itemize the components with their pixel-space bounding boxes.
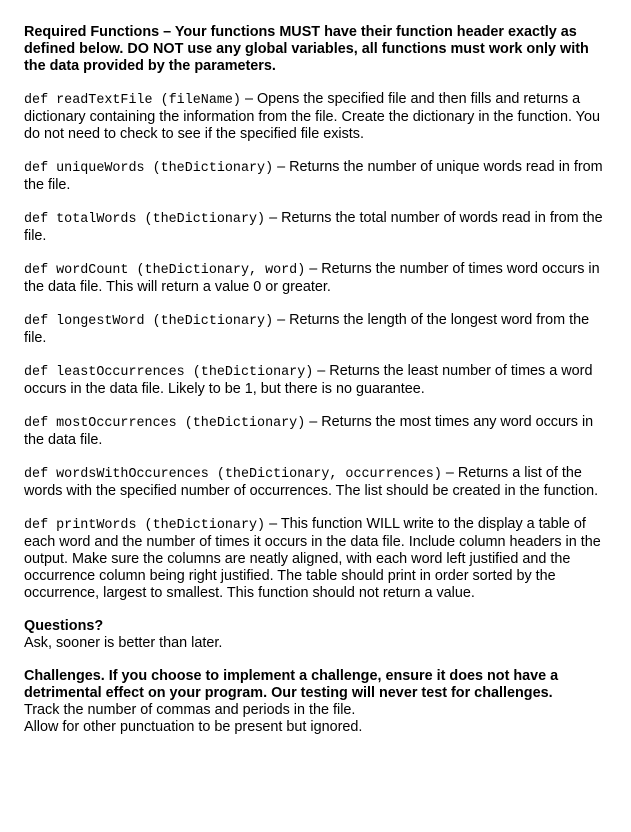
function-most-occurrences bbox=[24, 414, 604, 449]
function-signature: def wordCount (theDictionary, word) bbox=[24, 263, 306, 278]
function-total-words bbox=[24, 210, 604, 245]
function-description: – Returns the most times any word occurs in the data file. bbox=[24, 414, 594, 448]
function-print-words bbox=[24, 516, 604, 602]
function-description: – Returns a list of the words with the specified number of occurrences. The list should be created in the function. bbox=[24, 465, 599, 499]
function-signature: def totalWords (theDictionary) bbox=[24, 212, 266, 227]
document-page bbox=[24, 24, 604, 736]
function-unique-words bbox=[24, 159, 604, 194]
function-words-with-occurrences bbox=[24, 465, 604, 500]
challenges-section bbox=[24, 668, 604, 736]
challenges-heading: Challenges. If you choose to implement a challenge, ensure it does not have a detrimental effect on your program. Our testing will never test for challenges. bbox=[24, 668, 559, 701]
function-signature: def readTextFile (fileName) bbox=[24, 93, 241, 108]
questions-text: Ask, sooner is better than later. bbox=[24, 635, 223, 651]
function-description: – Returns the number of times word occurs in the data file. This will return a value 0 or greater. bbox=[24, 261, 600, 295]
function-least-occurrences bbox=[24, 363, 604, 398]
function-description: – Returns the total number of words read in from the file. bbox=[24, 210, 603, 244]
function-description: – Returns the length of the longest word from the file. bbox=[24, 312, 590, 346]
function-description: – This function WILL write to the display a table of each word and the number of times it occurs in the data file. Include column headers in the output. Make sure the columns are neatly aligned, with each word left justified and the occurrence column being right justified. The table should print in order sorted by the occurrence, largest to smallest. This function should not return a value. bbox=[24, 516, 601, 601]
function-description: – Returns the least number of times a word occurs in the data file. Likely to be 1, but there is no guarantee. bbox=[24, 363, 593, 397]
function-signature: def mostOccurrences (theDictionary) bbox=[24, 416, 306, 431]
function-signature: def printWords (theDictionary) bbox=[24, 518, 266, 533]
function-signature: def longestWord (theDictionary) bbox=[24, 314, 274, 329]
challenge-item: Allow for other punctuation to be present but ignored. bbox=[24, 719, 363, 735]
function-signature: def wordsWithOccurences (theDictionary, occurrences) bbox=[24, 467, 442, 482]
questions-heading: Questions? bbox=[24, 618, 104, 634]
challenge-item: Track the number of commas and periods in the file. bbox=[24, 702, 356, 718]
required-functions-intro: Required Functions – Your functions MUST have their function header exactly as defined below. DO NOT use any global variables, all functions must work only with the data provided by the parameters. bbox=[24, 24, 589, 74]
function-word-count bbox=[24, 261, 604, 296]
function-read-text-file bbox=[24, 91, 604, 143]
function-signature: def leastOccurrences (theDictionary) bbox=[24, 365, 314, 380]
questions-section bbox=[24, 618, 604, 652]
function-longest-word bbox=[24, 312, 604, 347]
function-description: – Opens the specified file and then fills and returns a dictionary containing the information from the file. Create the dictionary in the function. You do not need to check to see if the specified file exists. bbox=[24, 91, 600, 142]
function-description: – Returns the number of unique words read in from the file. bbox=[24, 159, 603, 193]
function-signature: def uniqueWords (theDictionary) bbox=[24, 161, 274, 176]
